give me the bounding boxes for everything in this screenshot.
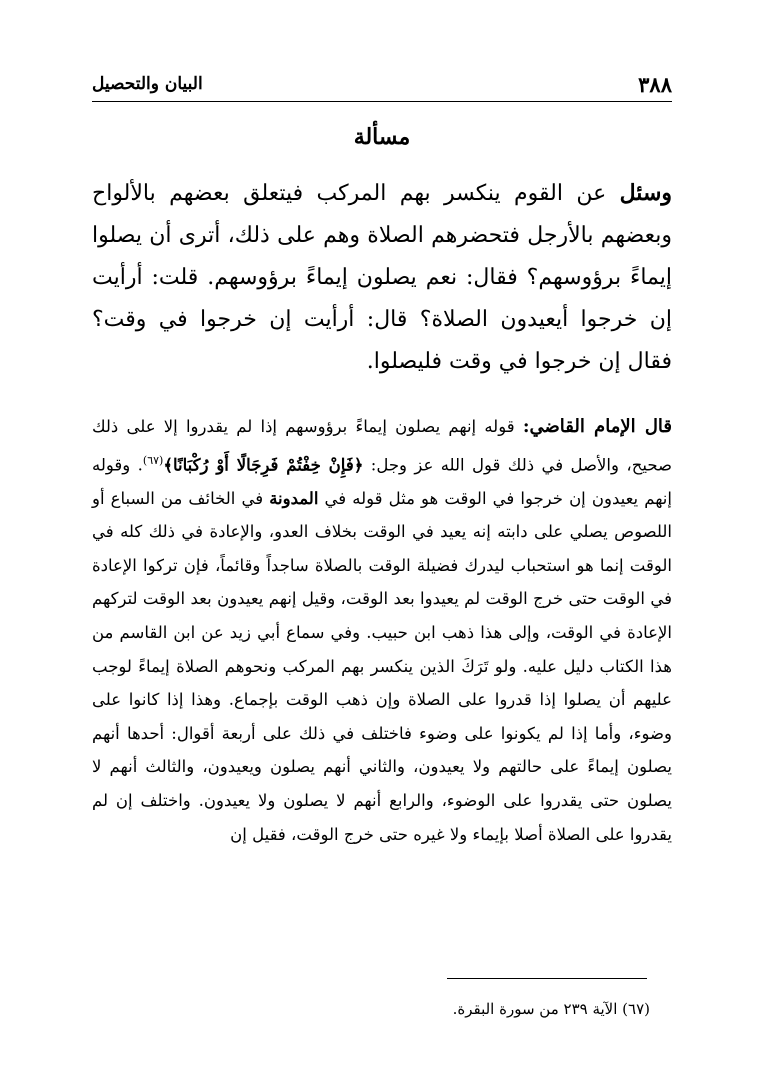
commentary-text-2: . وقوله إنهم يعيدون إن خرجوا في الوقت هو مثل قوله في [92, 455, 672, 508]
running-title: البيان والتحصيل [92, 74, 203, 94]
quran-quote: ﴿فَإِنْ خِفْتُمْ فَرِجَالًا أَوْ رُكْبَانًا﴾ [163, 455, 364, 475]
commentary-paragraph [92, 410, 672, 851]
footnote-rule [447, 978, 647, 979]
question-text: عن القوم ينكسر بهم المركب فيتعلق بعضهم بالألواح وبعضهم بالأرجل فتحضرهم الصلاة وهم على ذلك، أترى أن يصلوا إيماءً برؤوسهم؟ فقال: نعم يصلون إيماءً برؤوسهم. قلت: أرأيت إن خرجوا أيعيدون الصلاة؟ قال: أرأيت إن خرجوا في وقت؟ فقال إن خرجوا في وقت فليصلوا. [92, 181, 672, 374]
commentary-speaker: قال الإمام القاضي: [522, 416, 672, 437]
question-paragraph [92, 172, 672, 383]
commentary-text-1: قوله إنهم يصلون إيماءً برؤوسهم إذا لم يقدروا إلا على ذلك صحيح، والأصل في ذلك قول الله عز وجل: [92, 417, 672, 475]
book-name: المدونة [269, 488, 319, 508]
section-title: مسألة [353, 124, 411, 150]
commentary-text-3: في الخائف من السباع أو اللصوص يصلي على دابته إنه يعيد في الوقت بخلاف العدو، والإعادة في ذلك كله في الوقت إنما هو استحباب ليدرك فضيلة الوقت بالصلاة ساجداً وقائماً، فإن تركوا الإعادة في الوقت حتى خرج الوقت لم يعيدوا بعد الوقت، وقيل إنهم يعيدون بعد الوقت لتركهم الإعادة في الوقت، وإلى هذا ذهب ابن حبيب. وفي سماع أبي زيد عن ابن القاسم من هذا الكتاب دليل عليه. ولو تَرَكَ الذين ينكسر بهم المركب ونحوهم الصلاة إيماءً لوجب عليهم أن يصلوا إذا قدروا على الصلاة وإن ذهب الوقت بإجماع. وهذا إذا كانوا على وضوء، وأما إذا لم يكونوا على وضوء فاختلف في ذلك على أربعة أقوال: أحدها أنهم يصلون إيماءً على حالتهم ولا يعيدون، والثاني أنهم يصلون ويعيدون، والثالث أنهم لا يصلون حتى يقدروا على الوضوء، والرابع أنهم لا يصلون ولا يعيدون. واختلف إن لم يقدروا على الصلاة أصلا بإيماء ولا غيره حتى خرج الوقت، فقيل إن [92, 488, 672, 844]
page-number: ٣٨٨ [638, 72, 672, 97]
header-rule [92, 101, 672, 102]
footnote: (٦٧) الآية ٢٣٩ من سورة البقرة. [452, 1000, 650, 1018]
question-lead: وسئل [619, 180, 672, 206]
page-header [92, 72, 672, 102]
footnote-reference: (٦٧) [142, 453, 164, 467]
